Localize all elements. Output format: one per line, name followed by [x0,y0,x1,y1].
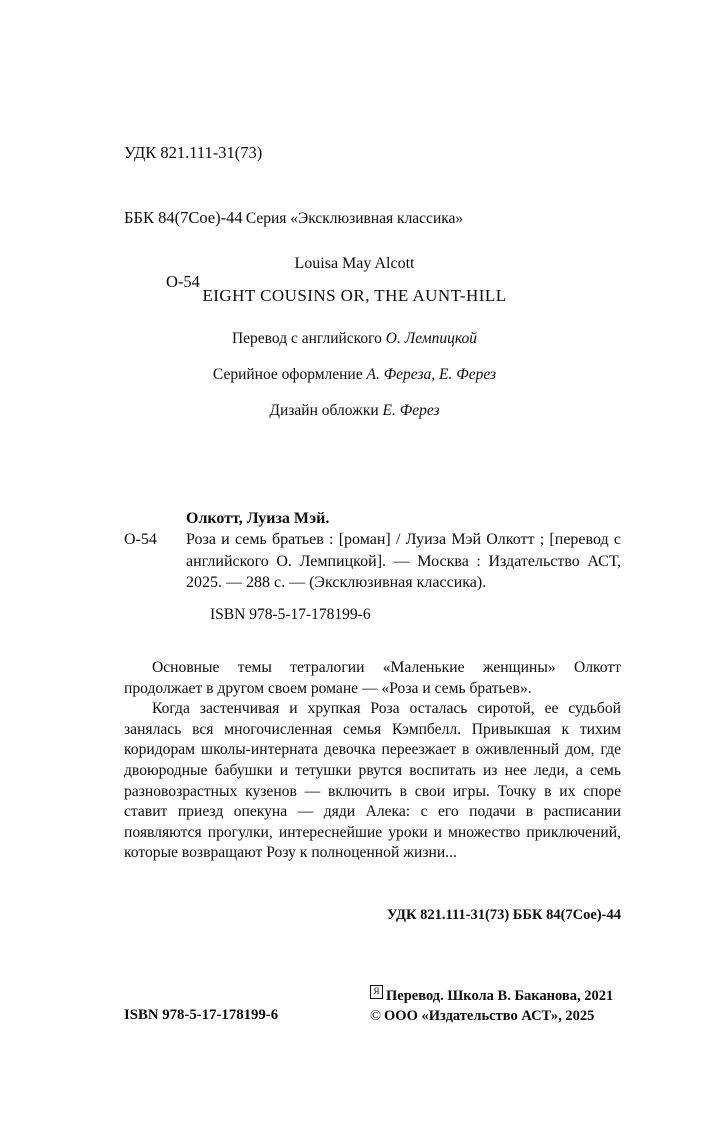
footer-isbn: ISBN 978-5-17-178199-6 [124,1007,279,1023]
credit-cover-design [0,401,709,420]
cip-shelfmark: О-54 [124,531,157,549]
rights-line-translation [370,985,613,1007]
cip-author-heading: Олкотт, Луиза Мэй. [186,510,330,527]
rights-block [370,985,613,1026]
author-name-latin: Louisa May Alcott [294,255,415,272]
credit-series-design-prefix: Серийное оформление [212,366,367,383]
credit-translation-prefix: Перевод с английского [231,330,386,347]
boxed-copyright-icon: Я [370,985,383,999]
credit-cover-design-prefix: Дизайн обложки [269,402,383,419]
cip-block [124,508,621,625]
credit-cover-design-name: Е. Ферез [382,402,440,419]
footer-block [0,985,709,1029]
cip-description-text: Роза и семь братьев : [роман] / Луиза Мэй Олкотт ; [перевод с английского О. Лемпицкой]. — Москва : Издательство АСТ, 2025. — 288 с. — (Эксклюзивная классика). [186,531,621,591]
rights-publisher-text: ООО «Издательство АСТ», 2025 [384,1007,595,1024]
udk-code: УДК 821.111-31(73) [124,143,263,162]
bbk-code-bottom: ББК 84(7Сое)-44 [512,907,621,923]
title-block [0,209,709,420]
cip-isbn: ISBN 978-5-17-178199-6 [210,606,371,624]
original-title: EIGHT COUSINS OR, THE AUNT-HILL [202,286,507,305]
credit-translation [0,329,709,348]
series-name: Серия «Эксклюзивная классика» [245,210,464,227]
copyright-icon: © [370,1007,382,1024]
udk-code-bottom: УДК 821.111-31(73) [386,907,510,923]
annotation-paragraph: Основные темы тетралогии «Маленькие женщины» Олкотт продолжает в другом своем романе — «Роза и семь братьев». [124,659,621,697]
credit-series-design [0,365,709,384]
shelfmark-code: О-54 [166,272,200,291]
credit-translation-name: О. Лемпицкой [385,330,478,347]
annotation-paragraph: Когда застенчивая и хрупкая Роза осталась сиротой, ее судьбой занялась вся многочисленная семья Кэмпбелл. Привыкшая к тихим коридорам школы-интерната девочка переезжает в оживленный дом, где двоюродные бабушки и тетушки рвутся воспитать из нее леди, а семь разновозрастных кузенов — включить в свои игры. Точку в их споре ставит приезд опекуна — дяди Алека: с его подачи в расписании появляются прогулки, интереснейшие уроки и множество приключений, которые возвращают Розу к полноценной жизни... [124,700,621,862]
credit-series-design-name: А. Фереза, Е. Ферез [366,366,497,383]
rights-line-publisher [370,1007,613,1027]
rights-translation-text: Перевод. Школа В. Баканова, 2021 [386,988,614,1004]
classification-codes-bottom [387,906,621,924]
annotation-block [124,658,621,864]
cip-description [124,529,621,593]
bbk-code: ББК 84(7Сое)-44 [124,207,243,227]
